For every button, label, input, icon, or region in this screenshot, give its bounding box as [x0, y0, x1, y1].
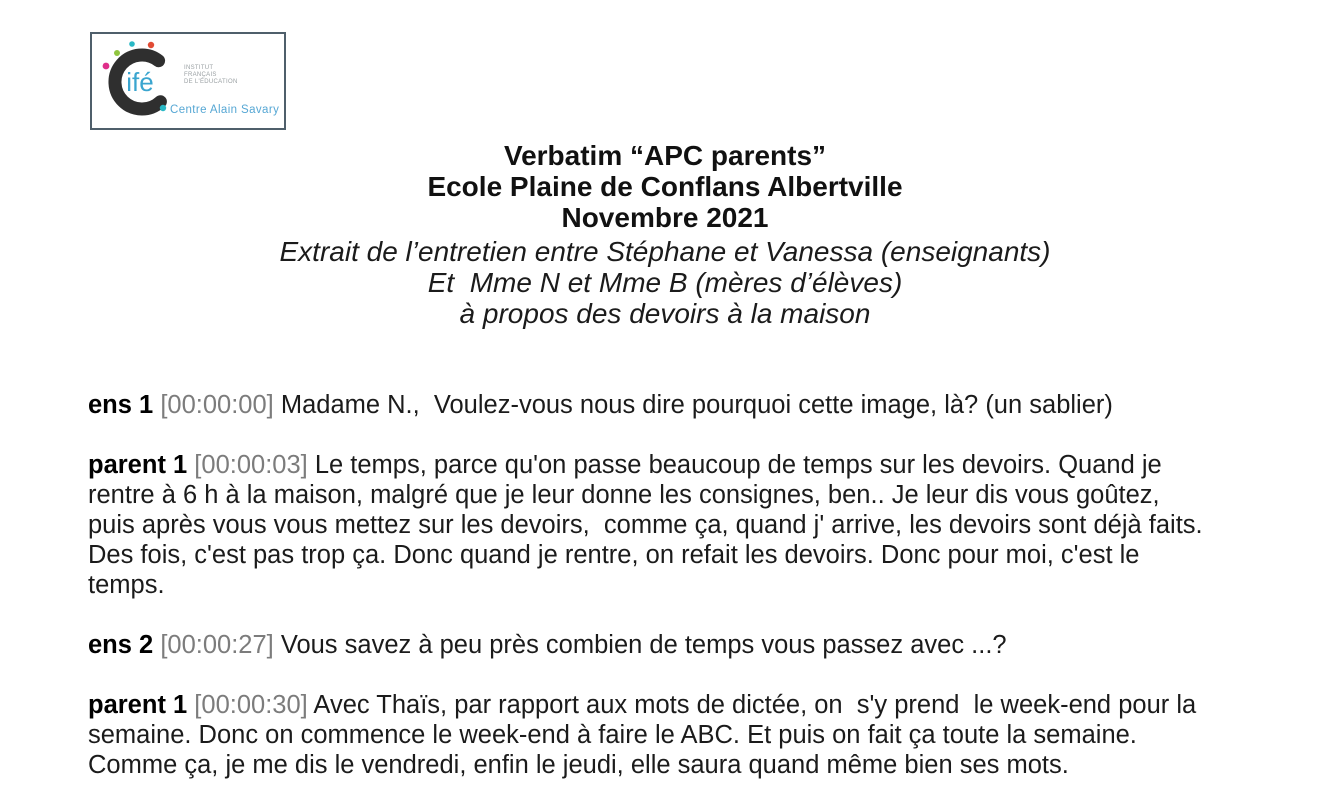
institute-line: FRANÇAIS — [184, 72, 217, 78]
transcript-paragraph — [88, 630, 1210, 660]
speech-text: Vous savez à peu près combien de temps vous passez avec ...? — [280, 631, 1007, 659]
institute-line: INSTITUT — [184, 65, 214, 71]
document-header — [0, 140, 1330, 329]
centre-alain-savary-label: Centre Alain Savary — [170, 104, 280, 116]
speaker-label: ens 2 — [88, 631, 154, 659]
logo-dot-pink — [103, 63, 110, 70]
document-subtitle — [0, 236, 1330, 329]
subtitle-line-1: Extrait de l’entretien entre Stéphane et Vanessa (enseignants) — [279, 236, 1051, 267]
institute-line: DE L'ÉDUCATION — [184, 79, 238, 85]
transcript-paragraph — [88, 390, 1210, 420]
timestamp: [00:00:03] — [194, 451, 308, 479]
timestamp: [00:00:27] — [160, 631, 274, 659]
title-line-3: Novembre 2021 — [561, 202, 769, 233]
transcript-paragraph — [88, 450, 1210, 600]
title-line-1: Verbatim “APC parents” — [503, 140, 827, 171]
logo-dot-red — [148, 42, 154, 48]
transcript — [88, 390, 1210, 786]
ife-logo — [90, 32, 286, 130]
speech-text: Madame N., Voulez-vous nous dire pourquoi cette image, là? (un sablier) — [280, 391, 1113, 419]
logo-dot-teal-bottom — [160, 105, 166, 111]
logo-dot-green — [114, 50, 120, 56]
logo-dot-teal-top — [129, 41, 135, 47]
timestamp: [00:00:30] — [194, 691, 308, 719]
timestamp: [00:00:00] — [160, 391, 274, 419]
speaker-label: parent 1 — [88, 451, 188, 479]
title-line-2: Ecole Plaine de Conflans Albertville — [427, 171, 903, 202]
subtitle-line-2: Et Mme N et Mme B (mères d’élèves) — [427, 267, 903, 298]
institute-name — [184, 65, 238, 86]
speech-text: Avec Thaïs, par rapport aux mots de dictée, on s'y prend le week-end pour la semaine. Donc on commence le week-end à faire le ABC. Et puis on fait ça toute la semaine. Comme ça, je me dis le vendredi, enfin le jeudi, elle saura quand même bien ses mots. — [88, 691, 1204, 779]
speech-text: Le temps, parce qu'on passe beaucoup de temps sur les devoirs. Quand je rentre à 6 h à la maison, malgré que je leur donne les consignes, ben.. Je leur dis vous goûtez, puis après vous vous mettez sur les devoirs, comme ça, quand j' arrive, les devoirs sont déjà faits. Des fois, c'est pas trop ça. Donc quand je rentre, on refait les devoirs. Donc pour moi, c'est le temps. — [88, 451, 1210, 599]
transcript-paragraph — [88, 690, 1210, 780]
speaker-label: parent 1 — [88, 691, 188, 719]
subtitle-line-3: à propos des devoirs à la maison — [459, 298, 871, 329]
speaker-label: ens 1 — [88, 391, 154, 419]
ife-wordmark: ifé — [126, 67, 154, 97]
